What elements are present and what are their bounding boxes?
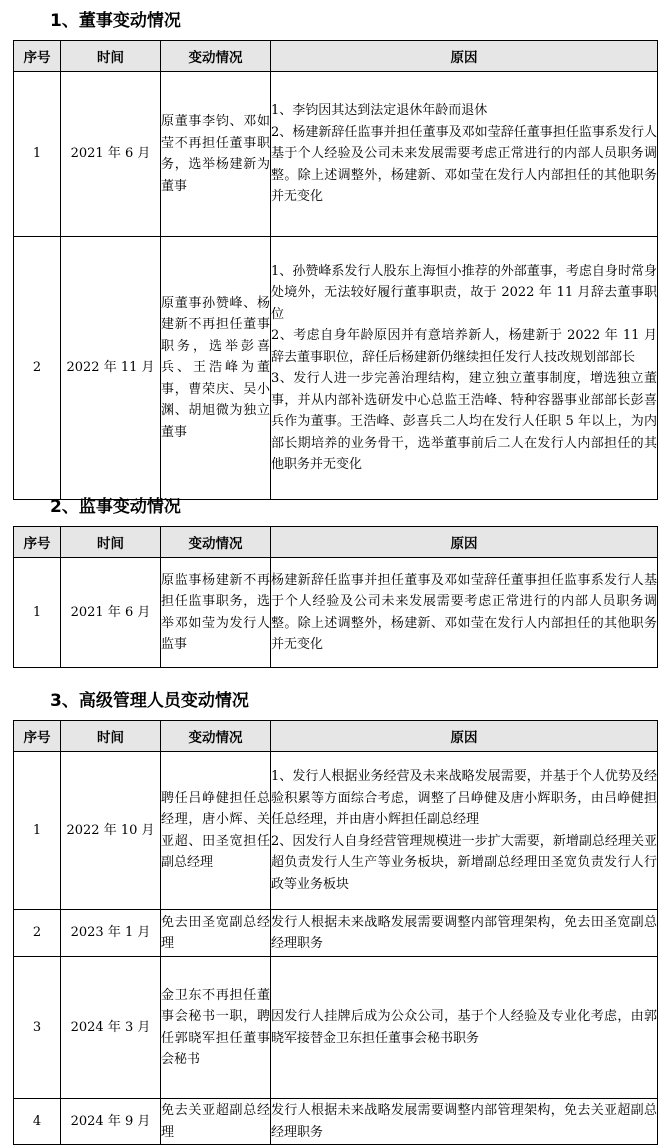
row-change: 免去田圣宽副总经理: [161, 910, 271, 957]
row-reason: [271, 910, 658, 957]
table-row: [14, 910, 658, 957]
table-row: [14, 957, 658, 1099]
reason-paragraph: 杨建新辞任监事并担任董事及邓如莹辞任董事担任监事系发行人基于个人经验及公司未来发展需要考虑正常进行的内部人员职务调整。除上述调整外，杨建新、邓如莹在发行人内部担任的其他职务并无变化: [271, 572, 657, 652]
table-header-row: [14, 527, 658, 558]
header-time: 时间: [61, 721, 161, 752]
row-change: 原董事孙赞峰、杨建新不再担任董事职务，选举彭喜兵、王浩峰为董事，曹荣庆、吴小渊、胡旭微为独立董事: [161, 237, 271, 500]
supervisor-change-table: [13, 526, 658, 668]
section-title: 2、监事变动情况: [50, 497, 181, 517]
director-change-table: [13, 40, 658, 500]
row-index: 2: [14, 910, 61, 957]
row-index: 4: [14, 1099, 61, 1145]
header-index: 序号: [14, 721, 61, 752]
section-title: 1、董事变动情况: [50, 11, 181, 31]
row-index: 2: [14, 237, 61, 500]
reason-paragraph: 1、发行人根据业务经营及未来战略发展需要，并基于个人优势及经验积累等方面综合考虑，调整了吕峥健及唐小辉职务，由吕峥健担任总经理，并由唐小辉担任副总经理: [271, 769, 657, 827]
row-time: 2021 年 6 月: [61, 72, 161, 237]
row-reason: [271, 957, 658, 1099]
header-reason: 原因: [271, 527, 658, 558]
row-time: 2023 年 1 月: [61, 910, 161, 957]
executive-change-table: [13, 720, 658, 1145]
reason-paragraph: 1、李钧因其达到法定退休年龄而退休: [271, 103, 488, 119]
header-time: 时间: [61, 527, 161, 558]
table-header-row: [14, 41, 658, 72]
row-change: 聘任吕峥健担任总经理，唐小辉、关亚超、田圣宽担任副总经理: [161, 752, 271, 910]
reason-paragraph: 3、发行人进一步完善治理结构，建立独立董事制度，增选独立董事，并从内部补选研发中心总监王浩峰、特种容器事业部部长彭喜兵作为董事。王浩峰、彭喜兵二人均在发行人任职 5 年以上，为内部长期培养的业务骨干，选举董事前后二人在发行人内部担任的其他职务并无变化: [271, 371, 657, 472]
section-title: 3、高级管理人员变动情况: [50, 691, 249, 711]
table-header-row: [14, 721, 658, 752]
reason-paragraph: 因发行人挂牌后成为公众公司，基于个人经验及专业化考虑，由郭晓军接替金卫东担任董事会秘书职务: [271, 1009, 657, 1046]
table-row: [14, 752, 658, 910]
row-reason: [271, 752, 658, 910]
reason-paragraph: 2、因发行人自身经营管理规模进一步扩大需要，新增副总经理关亚超负责发行人生产等业务板块，新增副总经理田圣宽负责发行人行政等业务板块: [271, 833, 657, 892]
reason-paragraph: 2、杨建新辞任监事并担任董事及邓如莹辞任董事担任监事系发行人基于个人经验及公司未来发展需要考虑正常进行的内部人员职务调整。除上述调整外，杨建新、邓如莹在发行人内部担任的其他职务并无变化: [271, 124, 657, 205]
row-time: 2024 年 9 月: [61, 1099, 161, 1145]
header-index: 序号: [14, 527, 61, 558]
reason-paragraph: 1、孙赞峰系发行人股东上海恒小推荐的外部董事，考虑自身时常身处境外，无法较好履行董事职责，故于 2022 年 11 月辞去董事职位: [271, 263, 657, 322]
row-change: 原监事杨建新不再担任监事职务，选举邓如莹为发行人监事: [161, 558, 271, 668]
header-change: 变动情况: [161, 41, 271, 72]
row-time: 2022 年 10 月: [61, 752, 161, 910]
row-time: 2021 年 6 月: [61, 558, 161, 668]
header-time: 时间: [61, 41, 161, 72]
row-index: 1: [14, 72, 61, 237]
row-change: 金卫东不再担任董事会秘书一职，聘任郭晓军担任董事会秘书: [161, 957, 271, 1099]
row-time: 2024 年 3 月: [61, 957, 161, 1099]
header-reason: 原因: [271, 721, 658, 752]
reason-paragraph: 发行人根据未来战略发展需要调整内部管理架构，免去田圣宽副总经理职务: [271, 914, 657, 951]
row-reason: [271, 237, 658, 500]
header-change: 变动情况: [161, 527, 271, 558]
table-row: [14, 237, 658, 500]
row-change: 原董事李钧、邓如莹不再担任董事职务，选举杨建新为董事: [161, 72, 271, 237]
row-index: 1: [14, 558, 61, 668]
table-row: [14, 72, 658, 237]
reason-paragraph: 发行人根据未来战略发展需要调整内部管理架构，免去关亚超副总经理职务: [271, 1103, 657, 1140]
header-index: 序号: [14, 41, 61, 72]
header-change: 变动情况: [161, 721, 271, 752]
header-reason: 原因: [271, 41, 658, 72]
row-reason: [271, 1099, 658, 1145]
row-time: 2022 年 11 月: [61, 237, 161, 500]
row-reason: [271, 558, 658, 668]
reason-paragraph: 2、考虑自身年龄原因并有意培养新人，杨建新于 2022 年 11 月辞去董事职位，辞任后杨建新仍继续担任发行人技改规划部部长: [271, 328, 657, 365]
table-row: [14, 1099, 658, 1145]
row-change: 免去关亚超副总经理: [161, 1099, 271, 1145]
row-index: 1: [14, 752, 61, 910]
row-index: 3: [14, 957, 61, 1099]
table-row: [14, 558, 658, 668]
row-reason: [271, 72, 658, 237]
